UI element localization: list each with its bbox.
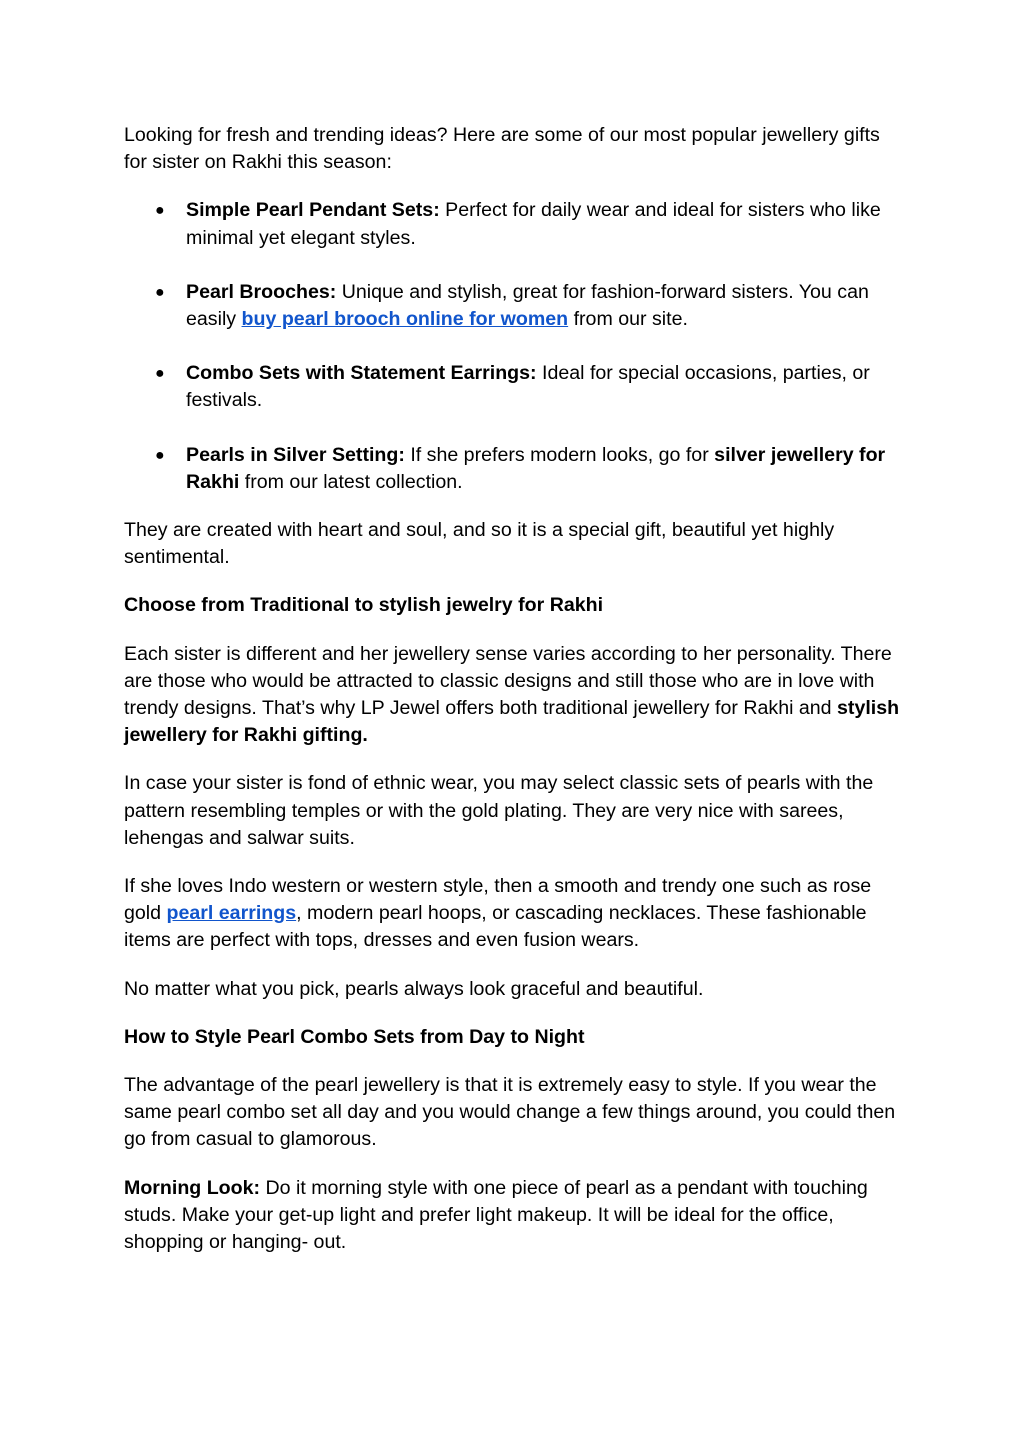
bullet-text: from our site.	[568, 308, 688, 331]
bullet-icon: ●	[155, 202, 165, 220]
paragraph-text: Do it morning style with one piece of pearl as a pendant with touching studs. Make your get-up light and prefer light makeup. It will be ideal for the office, shopping or hanging- out.	[124, 1176, 868, 1254]
bullet-text: from our latest collection.	[239, 470, 463, 493]
paragraph-emphasis: Morning Look:	[124, 1176, 261, 1199]
ethnic-paragraph: In case your sister is fond of ethnic wear, you may select classic sets of pearls with the pattern resembling temples or with the gold plating. They are very nice with sarees, lehengas and salwar suits.	[124, 772, 874, 849]
bullet-item-pendant-sets	[124, 197, 904, 251]
paragraph-emphasis: stylish jewellery for Rakhi gifting.	[124, 697, 900, 747]
created-paragraph: They are created with heart and soul, and so it is a special gift, beautiful yet highly sentimental.	[124, 519, 835, 569]
bullet-text: Ideal for special occasions, parties, or festivals.	[186, 362, 870, 412]
no-matter-paragraph: No matter what you pick, pearls always look graceful and beautiful.	[124, 977, 704, 1000]
each-sister-paragraph	[124, 641, 904, 750]
heading-traditional: Choose from Traditional to stylish jewelry for Rakhi	[124, 594, 604, 617]
bullet-title: Combo Sets with Statement Earrings:	[186, 362, 537, 385]
intro-paragraph: Looking for fresh and trending ideas? Here are some of our most popular jewellery gifts for sister on Rakhi this season:	[124, 124, 880, 174]
bullet-text: If she prefers modern looks, go for	[404, 443, 715, 466]
bullet-icon: ●	[155, 365, 165, 383]
paragraph-text: , modern pearl hoops, or cascading necklaces. These fashionable items are perfect with tops, dresses and even fusion wears.	[124, 902, 867, 952]
bullet-item-brooches	[124, 279, 904, 333]
paragraph-text: If she loves Indo western or western style, then a smooth and trendy one such as rose gold	[124, 875, 872, 925]
western-paragraph	[124, 873, 904, 955]
bullet-emphasis: silver jewellery for Rakhi	[186, 443, 886, 493]
paragraph-text: Each sister is different and her jewellery sense varies according to her personality. There are those who would be attracted to classic designs and still those who are in love with trendy designs. That’s why LP Jewel offers both traditional jewellery for Rakhi and	[124, 642, 892, 720]
bullet-title: Pearls in Silver Setting:	[186, 443, 405, 466]
bullet-text: Unique and stylish, great for fashion-forward sisters. You can easily	[186, 280, 869, 331]
bullet-icon: ●	[155, 446, 165, 464]
bullet-icon: ●	[155, 283, 165, 301]
bullet-title: Simple Pearl Pendant Sets:	[186, 199, 440, 222]
bullet-text: Perfect for daily wear and ideal for sisters who like minimal yet elegant styles.	[186, 199, 881, 249]
pearl-earrings-link[interactable]: pearl earrings	[166, 902, 297, 925]
pearl-brooch-link[interactable]: buy pearl brooch online for women	[241, 308, 569, 331]
bullet-item-silver-setting	[124, 442, 904, 496]
bullet-title: Pearl Brooches:	[186, 280, 337, 303]
morning-paragraph	[124, 1175, 904, 1257]
gift-bullet-list	[124, 197, 904, 496]
bullet-item-combo-sets	[124, 360, 904, 414]
document-page	[124, 122, 904, 1277]
heading-style: How to Style Pearl Combo Sets from Day to Night	[124, 1025, 585, 1048]
advantage-paragraph: The advantage of the pearl jewellery is that it is extremely easy to style. If you wear the same pearl combo set all day and you would change a few things around, you could then go from casual to glamorous.	[124, 1074, 896, 1151]
